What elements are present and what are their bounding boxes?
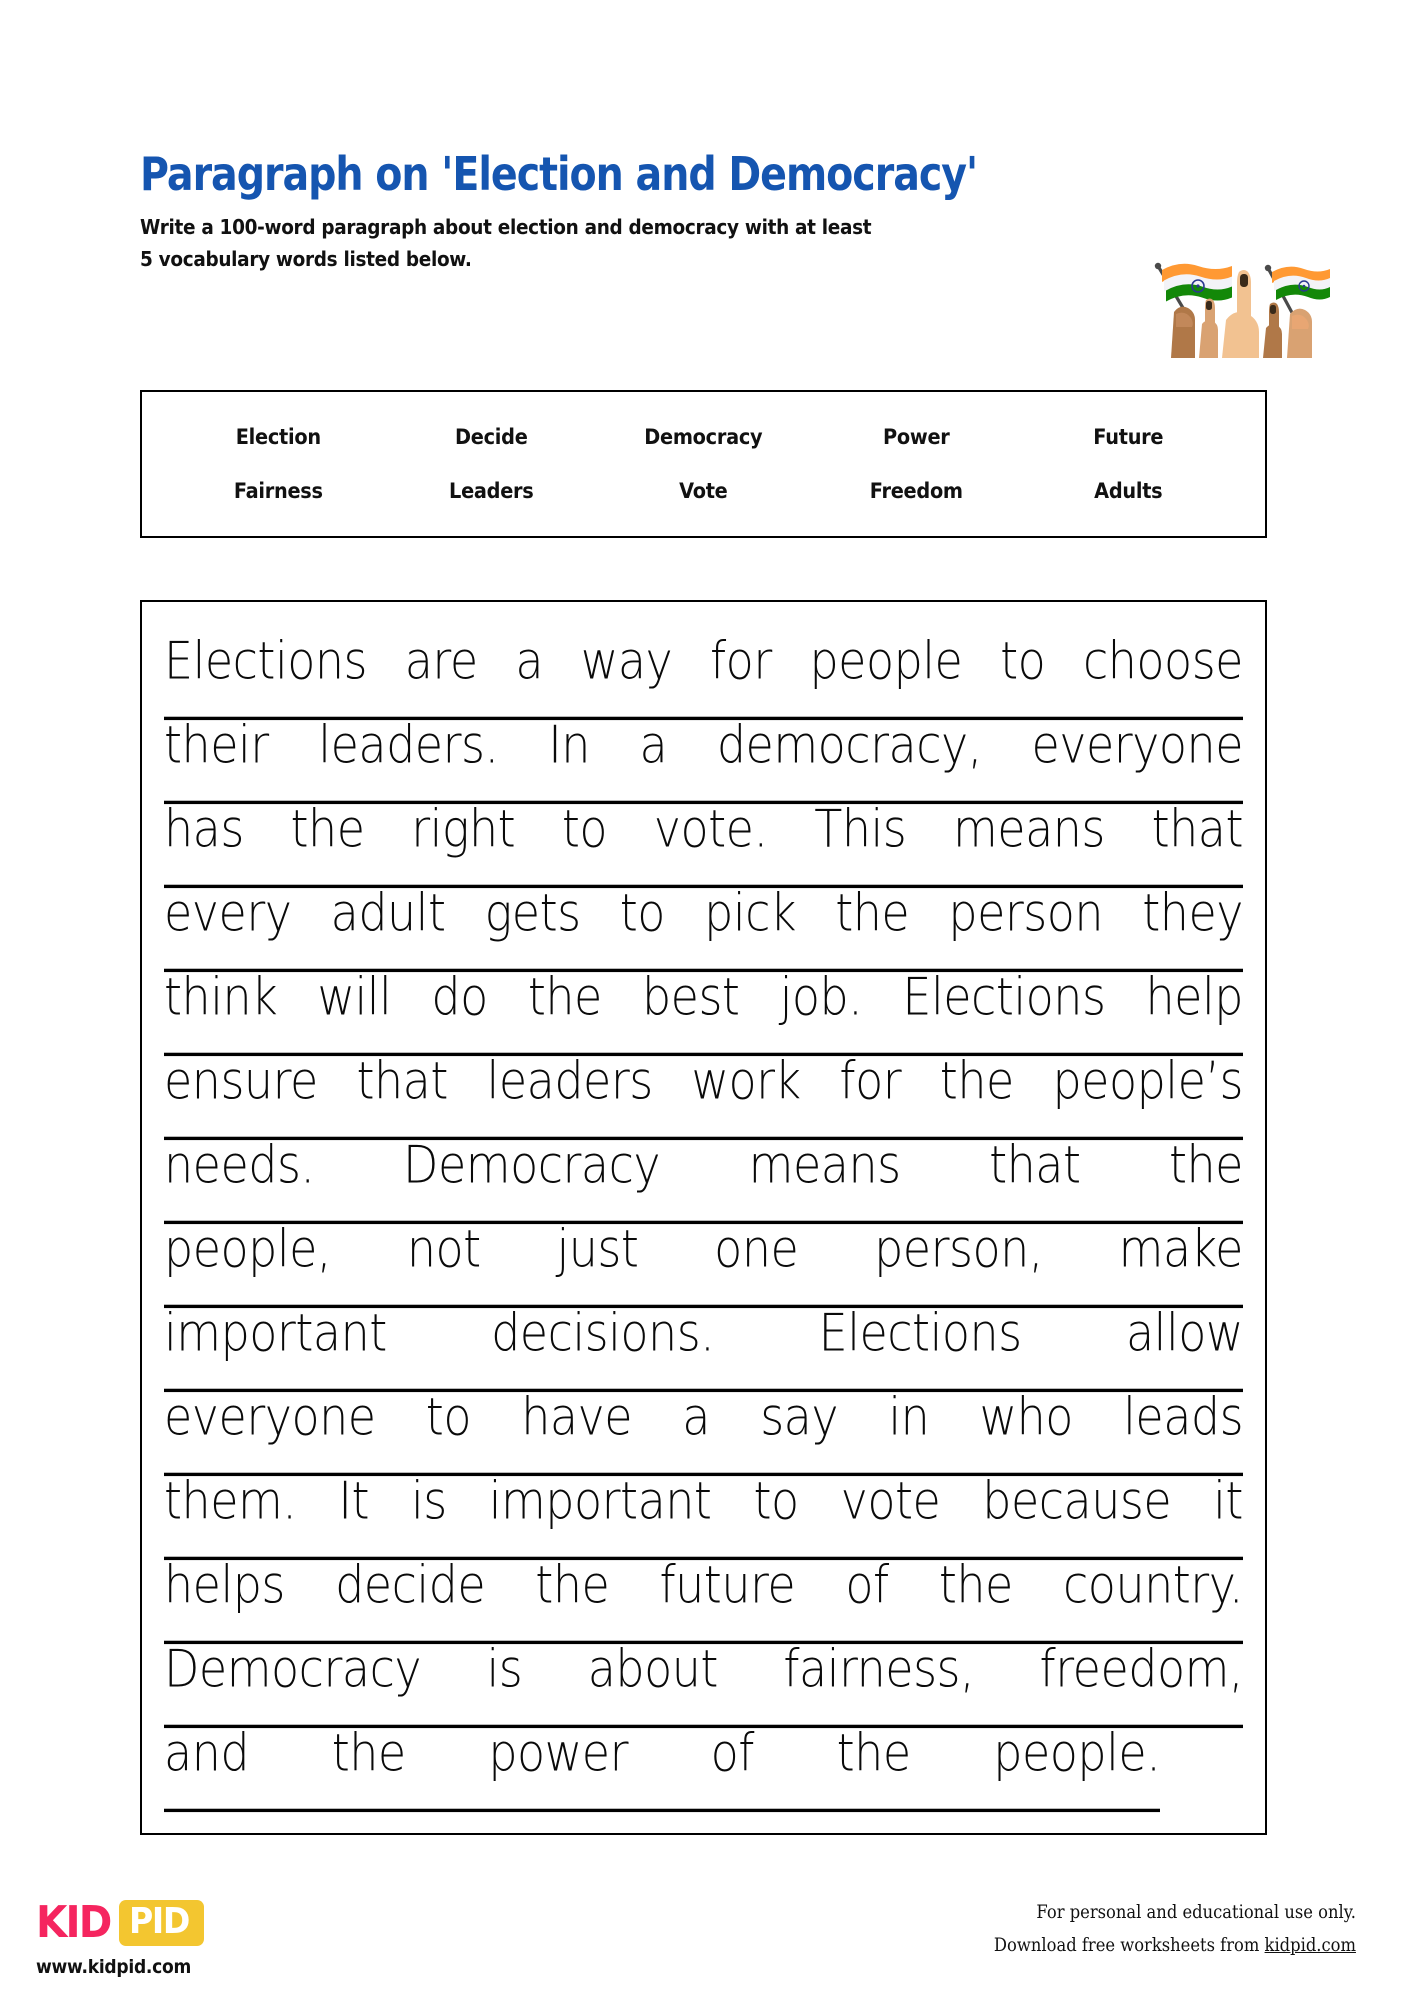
answer-word-gap	[277, 962, 317, 1056]
answer-word-gap	[801, 1046, 840, 1140]
answer-line	[164, 962, 1243, 1056]
vocabulary-row	[172, 479, 1235, 503]
answer-word: because	[982, 1466, 1171, 1560]
answer-word: is	[411, 1466, 447, 1560]
vocabulary-word: Fairness	[233, 479, 323, 503]
answer-word-gap	[488, 962, 528, 1056]
answer-word: vote	[841, 1466, 941, 1560]
answer-word: Democracy	[164, 1634, 421, 1728]
answer-word: gets	[485, 878, 581, 972]
answer-word: every	[164, 878, 291, 972]
kidpid-link[interactable]: kidpid.com	[1264, 1934, 1356, 1957]
answer-word: the	[940, 1046, 1014, 1140]
answer-word: a	[515, 626, 543, 720]
answer-line	[164, 1046, 1243, 1140]
answer-word: means	[749, 1130, 901, 1224]
answer-word-gap	[906, 794, 953, 888]
vocabulary-word: Decide	[454, 425, 528, 449]
answer-word-gap	[653, 1046, 692, 1140]
answer-word-gap	[285, 1550, 335, 1644]
answer-word: way	[581, 626, 673, 720]
kidpid-logo[interactable]	[36, 1897, 208, 1978]
answer-word-gap	[249, 1718, 332, 1812]
answer-word: person	[948, 878, 1103, 972]
answer-word: for	[839, 1046, 901, 1140]
answer-word-gap	[901, 1046, 940, 1140]
answer-word: that	[356, 1046, 447, 1140]
answer-word-gap	[862, 962, 902, 1056]
answer-word: allow	[1126, 1298, 1243, 1392]
answer-word: has	[164, 794, 244, 888]
answer-word: ensure	[164, 1046, 318, 1140]
answer-word-gap	[244, 794, 291, 888]
answer-word: everyone	[164, 1382, 376, 1476]
vocabulary-word: Future	[1093, 425, 1164, 449]
answer-word-gap	[447, 1466, 489, 1560]
answer-word-gap	[909, 878, 948, 972]
answer-word-gap	[609, 1550, 659, 1644]
answer-line	[164, 1298, 1243, 1392]
answer-word-gap	[1103, 878, 1142, 972]
answer-word-gap	[448, 1046, 487, 1140]
vocabulary-word: Freedom	[869, 479, 963, 503]
vocabulary-word-bank	[140, 390, 1267, 538]
answer-word: the	[291, 794, 365, 888]
answer-word: the	[939, 1550, 1013, 1644]
answer-word: think	[164, 962, 277, 1056]
answer-word: people,	[164, 1214, 331, 1308]
answer-word: that	[989, 1130, 1080, 1224]
answer-word-gap	[590, 710, 640, 804]
answer-word: vote.	[654, 794, 768, 888]
answer-word: the	[528, 962, 602, 1056]
answer-word: the	[1169, 1130, 1243, 1224]
answer-word: person,	[874, 1214, 1043, 1308]
answer-word-gap	[1080, 1130, 1169, 1224]
answer-word: people	[809, 626, 962, 720]
answer-word-gap	[376, 1382, 426, 1476]
answer-word: important	[164, 1298, 387, 1392]
answer-word-gap	[406, 1718, 489, 1812]
answer-word: they	[1142, 878, 1243, 972]
answer-word: one	[714, 1214, 798, 1308]
header	[140, 147, 1270, 276]
answer-word: the	[535, 1550, 609, 1644]
answer-word-gap	[1105, 962, 1145, 1056]
answer-word-gap	[838, 1382, 888, 1476]
answer-word: adult	[331, 878, 446, 972]
answer-word: it	[1213, 1466, 1243, 1560]
footer-notice	[994, 1896, 1356, 1963]
answer-word: have	[521, 1382, 632, 1476]
logo-kid-text: KID	[36, 1897, 111, 1948]
answer-word-gap	[672, 626, 710, 720]
answer-word: and	[164, 1718, 249, 1812]
answer-word-gap	[929, 1382, 979, 1476]
answer-word-gap	[901, 1130, 990, 1224]
vocabulary-word: Democracy	[644, 425, 763, 449]
answer-word-gap	[481, 1214, 557, 1308]
answer-word-gap	[369, 1466, 411, 1560]
answer-word-gap	[638, 1214, 714, 1308]
answer-word-gap	[962, 626, 1000, 720]
answer-word-gap	[602, 962, 642, 1056]
answer-word-gap	[799, 1466, 841, 1560]
answer-word-gap	[581, 878, 620, 972]
answer-word: to	[620, 878, 665, 972]
answer-word-gap	[1022, 1298, 1126, 1392]
vocabulary-word: Leaders	[448, 479, 534, 503]
answer-word: Elections	[164, 626, 367, 720]
answer-word: decisions.	[491, 1298, 714, 1392]
answer-word-gap	[1171, 1466, 1213, 1560]
answer-word-gap	[1045, 626, 1083, 720]
answer-word-gap	[798, 1214, 874, 1308]
answer-word-gap	[795, 1550, 845, 1644]
answer-word: a	[682, 1382, 710, 1476]
answer-word-gap	[796, 878, 835, 972]
answer-word: in	[888, 1382, 929, 1476]
answer-word-gap	[632, 1382, 682, 1476]
page-title: Paragraph on 'Election and Democracy'	[140, 147, 978, 201]
answer-word: that	[1152, 794, 1243, 888]
answer-word: their	[164, 710, 269, 804]
answer-word: everyone	[1031, 710, 1243, 804]
answer-word: a	[640, 710, 668, 804]
raised-hands-flags-illustration	[1140, 228, 1330, 358]
answer-word-gap	[739, 962, 779, 1056]
answer-word: freedom,	[1040, 1634, 1243, 1728]
answer-word: This	[814, 794, 906, 888]
answer-word-gap	[331, 1214, 407, 1308]
answer-word: best	[642, 962, 740, 1056]
answer-word: power	[488, 1718, 628, 1812]
answer-word: who	[979, 1382, 1072, 1476]
answer-word: choose	[1083, 626, 1243, 720]
answer-line	[164, 1718, 1243, 1812]
answer-word: of	[845, 1550, 888, 1644]
answer-word-gap	[889, 1550, 939, 1644]
vocabulary-word: Vote	[679, 479, 728, 503]
answer-word: about	[588, 1634, 718, 1728]
logo-pid-badge	[119, 1900, 204, 1946]
answer-word: job.	[780, 962, 863, 1056]
answer-word-gap	[714, 1298, 818, 1392]
vocabulary-word: Adults	[1094, 479, 1163, 503]
answer-word: of	[711, 1718, 754, 1812]
answer-word: Elections	[902, 962, 1105, 1056]
answer-line	[164, 794, 1243, 888]
answer-word-gap	[421, 1634, 486, 1728]
answer-word: to	[753, 1466, 798, 1560]
answer-word-gap	[772, 626, 810, 720]
answer-word-gap	[471, 1382, 521, 1476]
answer-word-gap	[1013, 1550, 1063, 1644]
answer-word: will	[317, 962, 391, 1056]
answer-word: to	[426, 1382, 471, 1476]
answer-word-gap	[296, 1466, 338, 1560]
logo-website-url: www.kidpid.com	[36, 1956, 192, 1978]
answer-word-gap	[660, 1130, 749, 1224]
vocabulary-row	[172, 425, 1235, 449]
answer-word-gap	[391, 962, 431, 1056]
answer-word: to	[1000, 626, 1045, 720]
answer-word-gap	[315, 1130, 404, 1224]
answer-word-gap	[710, 1382, 760, 1476]
answer-word-gap	[485, 1550, 535, 1644]
answer-word: the	[837, 1718, 911, 1812]
vocabulary-word: Election	[235, 425, 321, 449]
answer-word: Democracy	[403, 1130, 660, 1224]
answer-writing-area[interactable]	[140, 600, 1267, 1835]
answer-word-gap	[911, 1718, 994, 1812]
answer-word: Elections	[819, 1298, 1022, 1392]
answer-word-gap	[665, 878, 704, 972]
footer-notice-prefix: Download free worksheets from	[993, 1934, 1265, 1957]
answer-word: means	[953, 794, 1105, 888]
answer-word-gap	[718, 1634, 783, 1728]
answer-line	[164, 1214, 1243, 1308]
answer-word: them.	[164, 1466, 296, 1560]
footer-notice-line2	[994, 1929, 1356, 1962]
answer-word-gap	[543, 626, 581, 720]
answer-word-gap	[607, 794, 654, 888]
answer-line	[164, 1382, 1243, 1476]
answer-line	[164, 1550, 1243, 1644]
answer-line	[164, 1634, 1243, 1728]
answer-word-gap	[974, 1634, 1039, 1728]
answer-word: make	[1119, 1214, 1243, 1308]
answer-line	[164, 1466, 1243, 1560]
answer-word-gap	[667, 710, 717, 804]
answer-word-gap	[940, 1466, 982, 1560]
answer-word: right	[411, 794, 515, 888]
answer-word: the	[332, 1718, 406, 1812]
answer-line	[164, 1130, 1243, 1224]
answer-word-gap	[522, 1634, 587, 1728]
vocabulary-word: Power	[882, 425, 950, 449]
answer-word: do	[431, 962, 487, 1056]
answer-word: help	[1146, 962, 1243, 1056]
answer-word: pick	[704, 878, 796, 972]
answer-word-gap	[478, 626, 516, 720]
answer-word-gap	[1014, 1046, 1053, 1140]
answer-word: are	[405, 626, 478, 720]
footer-notice-line1: For personal and educational use only.	[1036, 1901, 1356, 1923]
answer-word-gap	[446, 878, 485, 972]
answer-word-gap	[515, 794, 562, 888]
instruction-text: Write a 100-word paragraph about election and democracy with at least 5 vocabulary words listed below.	[140, 215, 872, 272]
answer-word: important	[489, 1466, 712, 1560]
answer-word: future	[659, 1550, 795, 1644]
answer-word: leaders	[487, 1046, 653, 1140]
answer-word-gap	[768, 794, 815, 888]
logo-pid-text: PID	[129, 1901, 189, 1942]
answer-word: leads	[1123, 1382, 1243, 1476]
answer-line	[164, 878, 1243, 972]
answer-word-gap	[367, 626, 405, 720]
answer-word: leaders.	[318, 710, 498, 804]
answer-word: just	[556, 1214, 638, 1308]
answer-word: In	[548, 710, 590, 804]
answer-word-gap	[1105, 794, 1152, 888]
answer-word-gap	[982, 710, 1032, 804]
answer-word: people.	[993, 1718, 1160, 1812]
answer-word: needs.	[164, 1130, 315, 1224]
answer-word: work	[691, 1046, 800, 1140]
answer-word-gap	[711, 1466, 753, 1560]
answer-word-gap	[318, 1046, 357, 1140]
answer-word: to	[562, 794, 607, 888]
logo-mark	[36, 1897, 208, 1948]
answer-word: not	[407, 1214, 481, 1308]
answer-word-gap	[1043, 1214, 1119, 1308]
answer-word: people’s	[1052, 1046, 1243, 1140]
answer-word: say	[760, 1382, 838, 1476]
answer-word: country.	[1063, 1550, 1243, 1644]
answer-word: democracy,	[717, 710, 982, 804]
answer-word: is	[487, 1634, 523, 1728]
answer-word: the	[835, 878, 909, 972]
answer-word: for	[710, 626, 772, 720]
answer-word: decide	[335, 1550, 485, 1644]
answer-word: helps	[164, 1550, 285, 1644]
answer-word-gap	[628, 1718, 711, 1812]
answer-word: fairness,	[783, 1634, 974, 1728]
answer-word-gap	[1073, 1382, 1123, 1476]
answer-word-gap	[269, 710, 319, 804]
answer-word: It	[338, 1466, 369, 1560]
answer-line	[164, 710, 1243, 804]
answer-line-tail	[1160, 1718, 1243, 1812]
answer-word-gap	[291, 878, 330, 972]
answer-word-gap	[387, 1298, 491, 1392]
answer-line	[164, 626, 1243, 720]
footer	[0, 1890, 1414, 2000]
answer-word-gap	[754, 1718, 837, 1812]
answer-word-gap	[499, 710, 549, 804]
answer-word-gap	[365, 794, 412, 888]
